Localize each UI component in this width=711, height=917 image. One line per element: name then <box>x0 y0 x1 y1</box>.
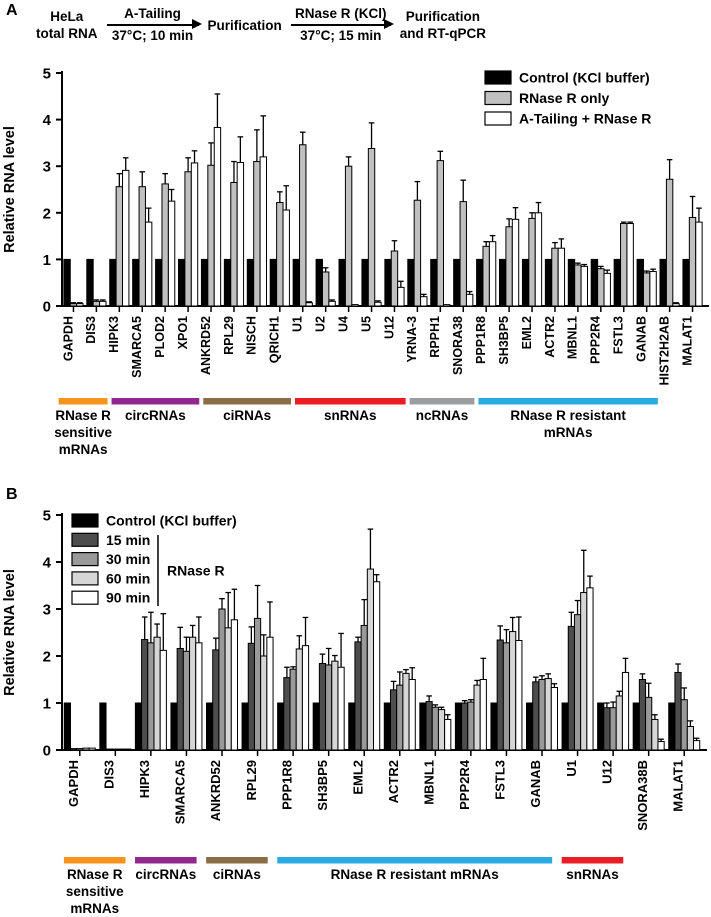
bar <box>64 703 70 750</box>
category-label: GANAB <box>634 316 649 362</box>
bar <box>261 656 267 750</box>
workflow-step-output-line1: Purification <box>405 9 481 24</box>
category-label: DIS3 <box>101 760 117 789</box>
y-tick-label: 5 <box>42 507 51 525</box>
bar <box>506 227 512 306</box>
bar <box>231 183 237 306</box>
category-group-label: snRNAs <box>324 408 377 423</box>
legend-bracket-label: RNase R <box>167 562 225 579</box>
bar <box>552 248 558 306</box>
bar <box>196 643 202 750</box>
bar <box>225 628 231 750</box>
legend-swatch <box>485 71 511 84</box>
panel-b-chart <box>0 505 711 917</box>
workflow-step-input-line1: HeLa <box>50 9 84 24</box>
bar <box>522 259 528 306</box>
category-label: YRNA-3 <box>405 316 420 363</box>
bar <box>474 685 480 750</box>
bar <box>551 687 557 750</box>
category-group-band <box>64 857 126 864</box>
category-label: ACTR2 <box>386 760 401 804</box>
bar <box>367 569 373 750</box>
category-group-band <box>277 857 552 864</box>
atailing-label: A-Tailing <box>124 6 181 21</box>
bar <box>329 301 335 306</box>
category-group-label: sensitive <box>65 884 124 899</box>
bar <box>133 259 139 306</box>
category-label: PPP2R4 <box>588 316 603 364</box>
category-label: MBNL1 <box>421 760 437 805</box>
workflow-step-output <box>400 8 486 42</box>
legend-label: Control (KCl buffer) <box>519 69 650 86</box>
category-label: SMARCA5 <box>130 316 145 378</box>
arrow-right-icon <box>291 24 391 26</box>
bar <box>248 643 254 750</box>
y-tick-label: 3 <box>42 158 51 176</box>
bar <box>139 187 145 306</box>
bar <box>643 273 649 306</box>
category-label: PLOD2 <box>153 316 168 358</box>
bar <box>545 259 551 306</box>
bar <box>247 259 253 306</box>
bar <box>627 224 633 306</box>
bar <box>145 222 151 306</box>
bar <box>445 719 451 750</box>
category-label: FSTL3 <box>492 760 508 800</box>
category-label: SNORA38 <box>451 316 466 376</box>
bar <box>322 272 328 306</box>
bar <box>313 703 319 750</box>
bar <box>575 265 581 306</box>
legend-label: 15 min <box>106 531 151 548</box>
bar <box>462 703 468 750</box>
bar <box>438 710 444 750</box>
bar <box>142 640 148 750</box>
category-label: HIST2H2AB <box>657 316 672 386</box>
bar <box>362 259 368 306</box>
category-label: SMARCA5 <box>172 760 188 825</box>
bar <box>77 749 83 750</box>
workflow-step-purification <box>208 17 282 34</box>
arrow-right-icon <box>107 24 199 26</box>
y-tick-label: 5 <box>42 65 51 83</box>
bar <box>302 646 308 750</box>
category-label: XPO1 <box>175 316 190 350</box>
bar <box>637 259 643 306</box>
category-label: NISCH <box>244 316 259 355</box>
bar <box>201 259 207 306</box>
y-tick-label: 2 <box>42 648 51 666</box>
bar <box>242 703 248 750</box>
category-label: PPP1R8 <box>279 760 295 810</box>
category-label: FSTL3 <box>611 316 626 355</box>
bar <box>535 213 541 306</box>
category-label: EML2 <box>519 316 534 350</box>
category-label: MALAT1 <box>680 316 695 366</box>
category-label: U12 <box>599 760 615 784</box>
bar <box>437 161 443 306</box>
bar <box>633 703 639 750</box>
bar <box>497 640 503 750</box>
bar <box>123 170 129 306</box>
legend-label: 60 min <box>106 570 151 587</box>
bar <box>208 165 214 306</box>
bar <box>581 266 587 306</box>
category-label: HIPK3 <box>137 760 153 799</box>
category-label: PPP1R8 <box>474 316 489 364</box>
category-label: RPPH1 <box>428 316 443 358</box>
bar <box>687 727 693 751</box>
category-group-label: RNase R <box>66 867 123 882</box>
category-group-label: RNase R <box>55 408 111 423</box>
bar <box>374 582 380 750</box>
panel-a-label: A <box>6 2 18 19</box>
bar <box>296 649 302 750</box>
bar <box>89 748 95 750</box>
legend-swatch <box>72 591 98 604</box>
workflow-step-input-line2: total RNA <box>36 26 98 41</box>
bar <box>408 259 414 306</box>
bar <box>83 748 89 750</box>
bar <box>338 667 344 750</box>
bar <box>675 672 681 750</box>
bar <box>148 643 154 750</box>
category-label: SH3BP5 <box>496 316 511 365</box>
category-group-label: ncRNAs <box>415 408 469 423</box>
bar <box>616 696 622 750</box>
bar <box>156 259 162 306</box>
category-label: QRICH1 <box>267 316 282 364</box>
bar <box>224 259 230 306</box>
category-group-label: circRNAs <box>125 408 186 423</box>
y-tick-label: 1 <box>42 695 51 713</box>
bar <box>639 680 645 751</box>
legend-swatch <box>485 112 511 125</box>
workflow-step-output-line2: and RT-qPCR <box>399 26 487 41</box>
y-tick-label: 2 <box>42 205 51 223</box>
bar <box>345 166 351 306</box>
category-label: U2 <box>313 316 328 332</box>
bar <box>454 259 460 306</box>
bar <box>574 615 580 750</box>
bar <box>270 259 276 306</box>
workflow-diagram <box>36 6 486 44</box>
category-label: U4 <box>336 316 351 332</box>
bar <box>277 203 283 306</box>
bar <box>112 749 118 750</box>
bar <box>621 224 627 306</box>
bar <box>466 294 472 306</box>
bar <box>398 287 404 306</box>
bar <box>444 305 450 306</box>
legend-label: 30 min <box>106 551 151 568</box>
category-label: U12 <box>382 316 397 339</box>
y-tick-label: 0 <box>42 298 51 316</box>
bar <box>293 259 299 306</box>
bar <box>669 703 675 750</box>
bar <box>468 702 474 750</box>
bar <box>306 303 312 306</box>
bar <box>267 637 273 750</box>
bar <box>539 680 545 751</box>
bar <box>254 162 260 306</box>
bar <box>658 742 664 750</box>
bar <box>185 172 191 306</box>
workflow-arrow-atailing <box>107 6 199 44</box>
bar <box>696 222 702 306</box>
bar <box>650 272 656 306</box>
y-axis-title: Relative RNA level <box>2 569 18 696</box>
bar <box>503 643 509 750</box>
category-label: ANKRD52 <box>198 316 213 376</box>
category-group-band <box>206 857 268 864</box>
bar <box>681 700 687 750</box>
y-tick-label: 4 <box>42 112 51 130</box>
bar <box>339 259 345 306</box>
bar <box>254 618 260 750</box>
category-group-label: sensitive <box>54 425 112 440</box>
bar <box>116 187 122 306</box>
bar <box>545 679 551 750</box>
bar <box>110 259 116 306</box>
bar <box>426 702 432 750</box>
bar <box>375 302 381 306</box>
bar <box>162 184 168 306</box>
bar <box>100 301 106 306</box>
category-group-band <box>295 398 406 405</box>
category-group-band <box>59 398 108 405</box>
bar <box>300 145 306 306</box>
bar <box>477 259 483 306</box>
bar <box>135 703 141 750</box>
bar <box>213 650 219 750</box>
category-label: U1 <box>290 316 305 332</box>
bar <box>326 665 332 750</box>
bar <box>527 703 533 750</box>
category-group-label: circRNAs <box>135 867 197 882</box>
category-group-label: ciRNAs <box>223 408 272 423</box>
bar <box>397 685 403 750</box>
bar <box>622 672 628 750</box>
category-label: SH3BP5 <box>314 760 330 811</box>
category-group-label: mRNAs <box>58 442 108 457</box>
bar <box>689 217 695 306</box>
bar <box>491 703 497 750</box>
bar <box>604 708 610 750</box>
bar <box>154 637 160 750</box>
bar <box>191 163 197 306</box>
bar <box>93 301 99 306</box>
bar <box>219 609 225 750</box>
bar <box>673 304 679 306</box>
category-label: PPP2R4 <box>457 760 473 810</box>
bar <box>260 157 266 306</box>
bar <box>237 162 243 306</box>
bar <box>510 632 516 750</box>
category-group-label: RNase R resistant <box>510 408 626 423</box>
category-group-label: snRNAs <box>566 867 619 882</box>
bar <box>591 259 597 306</box>
category-label: GANAB <box>528 760 544 808</box>
y-tick-label: 0 <box>42 742 51 760</box>
bar <box>70 304 76 306</box>
bar <box>568 259 574 306</box>
bar <box>352 305 358 306</box>
bar <box>480 680 486 751</box>
category-group-band <box>135 857 197 864</box>
category-label: RPL29 <box>243 760 259 801</box>
legend-label: A-Tailing + RNase R <box>519 110 652 127</box>
category-label: MBNL1 <box>565 316 580 360</box>
bar <box>694 741 700 750</box>
bar <box>190 637 196 750</box>
bar <box>385 259 391 306</box>
atailing-conditions-label: 37°C; 10 min <box>111 28 194 43</box>
bar <box>183 651 189 750</box>
bar <box>283 210 289 306</box>
rnaser-label: RNase R (KCl) <box>295 6 387 21</box>
workflow-step-input <box>36 8 98 42</box>
bar <box>512 219 518 306</box>
legend-label: 90 min <box>106 589 151 606</box>
category-label: MALAT1 <box>670 760 686 812</box>
bar <box>77 304 83 306</box>
bar <box>516 640 522 750</box>
bar <box>349 703 355 750</box>
category-label: ANKRD52 <box>208 760 224 822</box>
bar <box>610 708 616 750</box>
bar <box>207 703 213 750</box>
category-label: DIS3 <box>84 316 99 344</box>
bar <box>646 697 652 750</box>
bar <box>414 200 420 306</box>
bar <box>568 626 574 750</box>
bar <box>214 128 220 306</box>
bar <box>87 259 93 306</box>
bar <box>231 620 237 750</box>
category-label: SNORA38B <box>634 760 650 831</box>
category-label: GAPDH <box>61 316 76 362</box>
bar <box>160 650 166 750</box>
category-label: EML2 <box>350 760 366 795</box>
category-label: RPL29 <box>221 316 236 355</box>
bar <box>558 248 564 306</box>
bar <box>420 703 426 750</box>
y-axis-title: Relative RNA level <box>2 126 18 253</box>
bar <box>604 273 610 306</box>
bar <box>391 251 397 306</box>
bar <box>421 297 427 306</box>
bar <box>179 259 185 306</box>
category-group-band <box>112 398 200 405</box>
category-label: HIPK3 <box>107 316 122 353</box>
category-group-band <box>478 398 657 405</box>
bar <box>598 703 604 750</box>
bar <box>500 259 506 306</box>
bar <box>319 664 325 750</box>
panel-b-label: B <box>6 486 18 503</box>
bar <box>284 678 290 750</box>
workflow-arrow-rnaser <box>291 6 391 44</box>
category-group-label: mRNAs <box>70 901 120 916</box>
bar <box>368 148 374 306</box>
category-group-label: RNase R resistant mRNAs <box>330 867 499 882</box>
bar <box>390 690 396 750</box>
legend-label: Control (KCl buffer) <box>106 512 237 529</box>
bar <box>432 707 438 750</box>
bar <box>409 680 415 751</box>
bar <box>332 661 338 750</box>
rnaser-conditions-label: 37°C; 15 min <box>300 28 382 43</box>
bar <box>118 749 124 750</box>
purification-label: Purification <box>207 17 282 33</box>
category-label: ACTR2 <box>542 316 557 358</box>
bar <box>460 202 466 306</box>
bar <box>483 246 489 306</box>
bar <box>355 642 361 750</box>
legend-swatch <box>72 572 98 585</box>
bar <box>562 703 568 750</box>
legend-swatch <box>485 92 511 105</box>
bar <box>455 703 461 750</box>
legend-swatch <box>72 533 98 546</box>
bar <box>125 749 131 750</box>
bar <box>278 703 284 750</box>
bar <box>100 703 106 750</box>
bar <box>614 259 620 306</box>
bar <box>683 259 689 306</box>
bar <box>361 625 367 750</box>
bar <box>70 749 76 750</box>
legend-label: RNase R only <box>519 90 610 106</box>
bar <box>431 259 437 306</box>
bar <box>177 648 183 750</box>
category-label: GAPDH <box>66 760 81 807</box>
y-tick-label: 1 <box>42 251 51 269</box>
bar <box>652 719 658 750</box>
category-group-band <box>410 398 475 405</box>
category-group-label: ciRNAs <box>212 867 261 882</box>
category-label: U5 <box>359 316 374 332</box>
category-label: U1 <box>563 760 579 777</box>
bar <box>403 673 409 750</box>
y-tick-label: 3 <box>42 601 51 619</box>
bar <box>587 588 593 750</box>
bar <box>581 593 587 750</box>
bar <box>290 669 296 750</box>
bar <box>598 269 604 306</box>
bar <box>533 682 539 750</box>
category-group-band <box>562 857 624 864</box>
panel-a-chart <box>0 58 711 500</box>
bar <box>168 201 174 306</box>
bar <box>64 259 70 306</box>
bar <box>660 259 666 306</box>
category-group-band <box>203 398 291 405</box>
bar <box>384 703 390 750</box>
bar <box>171 703 177 750</box>
category-group-label: mRNAs <box>543 425 593 440</box>
legend-swatch <box>72 553 98 566</box>
bar <box>106 749 112 750</box>
bar <box>489 242 495 306</box>
legend-swatch <box>72 514 98 527</box>
bar <box>666 179 672 306</box>
y-tick-label: 4 <box>42 554 51 572</box>
bar <box>529 218 535 306</box>
bar <box>316 259 322 306</box>
